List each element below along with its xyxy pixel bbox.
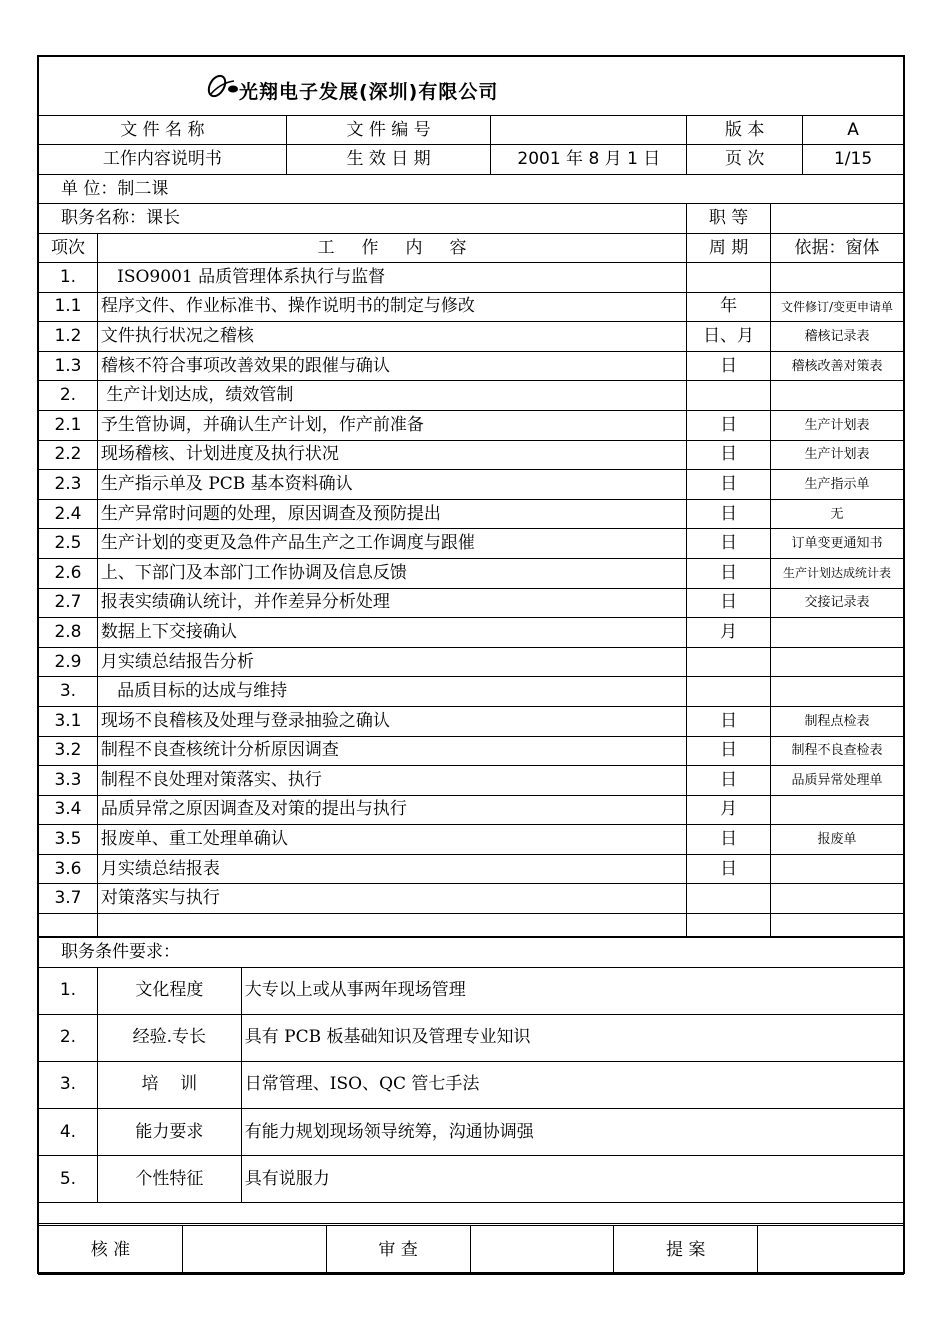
row-cycle	[687, 914, 771, 938]
row-content: 报废单、重工处理单确认	[97, 825, 686, 855]
row-cycle	[687, 677, 771, 707]
row-cycle: 日	[687, 558, 771, 588]
row-cycle	[687, 647, 771, 677]
row-basis: 报废单	[771, 825, 904, 855]
row-cycle: 日	[687, 351, 771, 381]
table-row	[39, 351, 904, 381]
row-number: 3.7	[39, 884, 98, 914]
row-cycle: 日	[687, 588, 771, 618]
page-label: 页 次	[687, 145, 803, 175]
version-label: 版 本	[687, 116, 803, 145]
company-name: 光翔电子发展(深圳)有限公司	[239, 81, 499, 103]
row-content: ISO9001 品质管理体系执行与监督	[97, 263, 686, 293]
row-number	[39, 914, 98, 938]
row-content: 程序文件、作业标准书、操作说明书的制定与修改	[97, 292, 686, 322]
requirements-table	[38, 936, 904, 1224]
requirement-value: 具有 PCB 板基础知识及管理专业知识	[241, 1014, 903, 1061]
requirement-value: 有能力规划现场领导统筹，沟通协调强	[241, 1109, 903, 1156]
row-number: 2.7	[39, 588, 98, 618]
table-row	[39, 706, 904, 736]
row-content: 生产计划的变更及急件产品生产之工作调度与跟催	[97, 529, 686, 559]
row-content: 予生管协调，并确认生产计划，作产前准备	[97, 410, 686, 440]
table-row	[39, 263, 904, 293]
table-row	[39, 677, 904, 707]
unit-row: 单 位：制二课	[39, 175, 904, 204]
page-value: 1/15	[803, 145, 904, 175]
row-cycle	[687, 263, 771, 293]
table-row	[39, 618, 904, 648]
table-row	[39, 558, 904, 588]
table-row	[39, 825, 904, 855]
row-content: 月实绩总结报告分析	[97, 647, 686, 677]
row-content: 品质目标的达成与维持	[97, 677, 686, 707]
row-content: 报表实绩确认统计，并作差异分析处理	[97, 588, 686, 618]
row-content: 生产指示单及 PCB 基本资料确认	[97, 470, 686, 500]
requirement-number: 2.	[39, 1014, 98, 1061]
table-row	[39, 766, 904, 796]
position-name: 职务名称：课长	[39, 204, 687, 234]
row-number: 1.1	[39, 292, 98, 322]
row-basis	[771, 914, 904, 938]
row-cycle: 日	[687, 410, 771, 440]
header-table	[38, 115, 904, 204]
requirement-row	[39, 1014, 904, 1061]
row-basis: 生产计划表	[771, 410, 904, 440]
row-number: 2.4	[39, 499, 98, 529]
table-row	[39, 499, 904, 529]
requirement-label: 培 训	[97, 1061, 241, 1108]
version-value: A	[803, 116, 904, 145]
row-cycle: 日	[687, 440, 771, 470]
col-header-basis: 依据：窗体	[771, 234, 904, 263]
row-number: 3.3	[39, 766, 98, 796]
row-cycle: 日	[687, 736, 771, 766]
row-number: 3.2	[39, 736, 98, 766]
row-cycle: 日	[687, 766, 771, 796]
row-basis: 稽核改善对策表	[771, 351, 904, 381]
row-cycle: 日	[687, 706, 771, 736]
row-basis: 交接记录表	[771, 588, 904, 618]
requirement-value: 大专以上或从事两年现场管理	[241, 967, 903, 1014]
row-cycle: 日	[687, 529, 771, 559]
row-basis	[771, 618, 904, 648]
row-basis	[771, 677, 904, 707]
table-row	[39, 588, 904, 618]
row-basis: 文件修订/变更申请单	[771, 292, 904, 322]
row-content: 现场稽核、计划进度及执行状况	[97, 440, 686, 470]
table-row	[39, 795, 904, 825]
row-basis: 制程点检表	[771, 706, 904, 736]
row-basis: 生产指示单	[771, 470, 904, 500]
row-cycle: 日	[687, 854, 771, 884]
row-content: 制程不良处理对策落实、执行	[97, 766, 686, 796]
table-row	[39, 914, 904, 938]
row-content: 文件执行状况之稽核	[97, 322, 686, 352]
requirement-row	[39, 1061, 904, 1108]
requirement-value: 具有说服力	[241, 1156, 903, 1203]
doc-no-value	[491, 116, 687, 145]
row-number: 2.1	[39, 410, 98, 440]
row-content: 生产计划达成，绩效管制	[97, 381, 686, 411]
row-basis	[771, 795, 904, 825]
row-number: 2.6	[39, 558, 98, 588]
table-row	[39, 470, 904, 500]
row-basis: 订单变更通知书	[771, 529, 904, 559]
table-row	[39, 884, 904, 914]
row-number: 3.5	[39, 825, 98, 855]
doc-no-label: 文 件 编 号	[286, 116, 491, 145]
effective-date-value: 2001 年 8 月 1 日	[491, 145, 687, 175]
row-basis: 制程不良查检表	[771, 736, 904, 766]
table-row	[39, 736, 904, 766]
grade-value	[771, 204, 904, 234]
row-content	[97, 914, 686, 938]
table-row	[39, 410, 904, 440]
review-label: 审 查	[326, 1226, 470, 1275]
row-basis: 稽核记录表	[771, 322, 904, 352]
approve-label: 核 准	[39, 1226, 183, 1275]
col-header-no: 项次	[39, 234, 98, 263]
row-number: 2.	[39, 381, 98, 411]
propose-label: 提 案	[614, 1226, 758, 1275]
doc-name-label: 文 件 名 称	[39, 116, 287, 145]
requirement-number: 1.	[39, 967, 98, 1014]
effective-date-label: 生 效 日 期	[286, 145, 491, 175]
row-cycle	[687, 381, 771, 411]
row-cycle: 日	[687, 825, 771, 855]
row-number: 1.	[39, 263, 98, 293]
company-logo-icon	[204, 71, 240, 101]
row-basis	[771, 647, 904, 677]
row-number: 3.4	[39, 795, 98, 825]
col-header-content: 工 作 内 容	[97, 234, 686, 263]
row-cycle: 日、月	[687, 322, 771, 352]
requirement-number: 3.	[39, 1061, 98, 1108]
row-number: 1.2	[39, 322, 98, 352]
row-basis: 生产计划达成统计表	[771, 558, 904, 588]
requirement-row	[39, 1156, 904, 1203]
row-number: 3.1	[39, 706, 98, 736]
row-content: 对策落实与执行	[97, 884, 686, 914]
row-number: 2.2	[39, 440, 98, 470]
row-content: 数据上下交接确认	[97, 618, 686, 648]
table-row	[39, 647, 904, 677]
row-cycle: 月	[687, 618, 771, 648]
row-content: 月实绩总结报表	[97, 854, 686, 884]
work-content-table	[38, 203, 904, 938]
row-number: 2.9	[39, 647, 98, 677]
requirement-label: 文化程度	[97, 967, 241, 1014]
row-basis: 生产计划表	[771, 440, 904, 470]
row-number: 2.3	[39, 470, 98, 500]
requirement-number: 4.	[39, 1109, 98, 1156]
table-row	[39, 292, 904, 322]
requirement-label: 经验.专长	[97, 1014, 241, 1061]
table-row	[39, 529, 904, 559]
title-row	[39, 57, 903, 116]
row-cycle: 日	[687, 470, 771, 500]
requirements-title: 职务条件要求：	[39, 937, 904, 967]
requirement-row	[39, 1109, 904, 1156]
row-content: 生产异常时问题的处理，原因调查及预防提出	[97, 499, 686, 529]
table-row	[39, 440, 904, 470]
row-basis	[771, 263, 904, 293]
spacer-row	[39, 1203, 904, 1224]
row-basis	[771, 884, 904, 914]
col-header-cycle: 周 期	[687, 234, 771, 263]
propose-signature	[758, 1226, 904, 1275]
row-number: 1.3	[39, 351, 98, 381]
requirement-label: 个性特征	[97, 1156, 241, 1203]
doc-title: 工作内容说明书	[39, 145, 287, 175]
row-basis: 品质异常处理单	[771, 766, 904, 796]
row-content: 稽核不符合事项改善效果的跟催与确认	[97, 351, 686, 381]
row-number: 3.6	[39, 854, 98, 884]
requirement-label: 能力要求	[97, 1109, 241, 1156]
table-row	[39, 854, 904, 884]
row-content: 制程不良查核统计分析原因调查	[97, 736, 686, 766]
requirement-number: 5.	[39, 1156, 98, 1203]
row-number: 2.8	[39, 618, 98, 648]
approve-signature	[182, 1226, 326, 1275]
table-row	[39, 381, 904, 411]
row-content: 现场不良稽核及处理与登录抽验之确认	[97, 706, 686, 736]
row-cycle	[687, 884, 771, 914]
requirement-row	[39, 967, 904, 1014]
row-content: 上、下部门及本部门工作协调及信息反馈	[97, 558, 686, 588]
signoff-table	[38, 1225, 904, 1275]
row-cycle: 月	[687, 795, 771, 825]
row-basis	[771, 381, 904, 411]
row-basis: 无	[771, 499, 904, 529]
review-signature	[470, 1226, 614, 1275]
grade-label: 职 等	[687, 204, 771, 234]
table-row	[39, 322, 904, 352]
row-basis	[771, 854, 904, 884]
row-cycle: 日	[687, 499, 771, 529]
document-form	[37, 55, 905, 1274]
row-number: 3.	[39, 677, 98, 707]
row-cycle: 年	[687, 292, 771, 322]
requirement-value: 日常管理、ISO、QC 管七手法	[241, 1061, 903, 1108]
row-content: 品质异常之原因调查及对策的提出与执行	[97, 795, 686, 825]
row-number: 2.5	[39, 529, 98, 559]
